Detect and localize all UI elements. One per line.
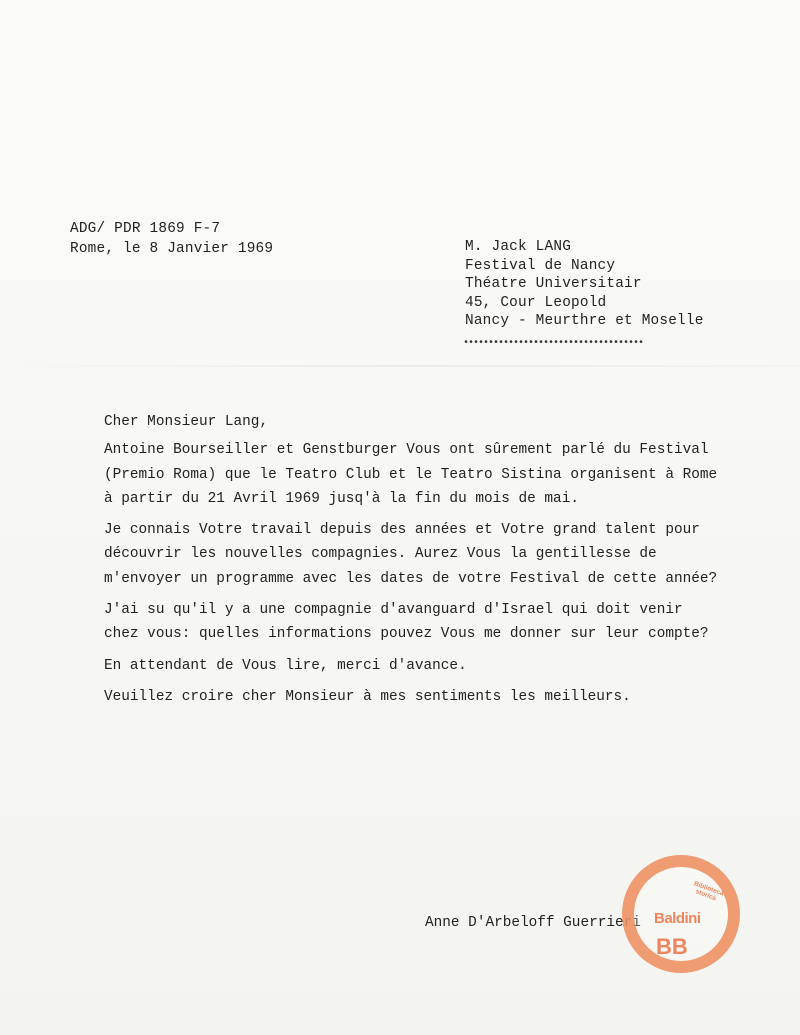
recipient-name: M. Jack LANG <box>465 239 572 255</box>
recipient-line-4: 45, Cour Leopold <box>465 294 607 311</box>
recipient-line-3: Théatre Universitair <box>465 276 642 292</box>
signature: Anne D'Arbeloff Guerrieri <box>425 915 641 931</box>
date-line: Rome, le 8 Janvier 1969 <box>70 241 274 257</box>
stamp-name: Baldini <box>654 910 701 927</box>
recipient-address <box>465 238 704 331</box>
stamp-logo-icon: BB <box>656 934 688 959</box>
paragraph-1: Antoine Bourseiller et Genstburger Vous ont sûrement parlé du Festival (Premio Roma) que le Teatro Club et le Teatro Sistina organisent à Rome à partir du 21 Avril 1969 jusq'à la fin du mois de mai. <box>104 442 718 507</box>
paragraph-2: Je connais Votre travail depuis des années et Votre grand talent pour découvrir les nouvelles compagnies. Aurez Vous la gentillesse de m'envoyer un programme avec les dates de votre Festival de cette année? <box>104 522 718 587</box>
address-underline: •••••••••••••••••••••••••••••••••••• <box>463 338 644 349</box>
paragraph-3: J'ai su qu'il y a une compagnie d'avanguard d'Israel qui doit venir chez vous: quelles informations pouvez Vous me donner sur leur compte? <box>104 602 709 643</box>
paragraph-4: En attendant de Vous lire, merci d'avance. <box>104 657 467 674</box>
recipient-line-5: Nancy - Meurthre et Moselle <box>465 313 704 329</box>
reference-line: ADG/ PDR 1869 F-7 <box>70 221 221 237</box>
library-stamp <box>622 855 740 973</box>
letter-body <box>104 410 724 716</box>
paper-fold <box>0 365 800 367</box>
paragraph-5: Veuillez croire cher Monsieur à mes sentiments les meilleurs. <box>104 688 631 705</box>
recipient-line-2: Festival de Nancy <box>465 257 616 274</box>
stamp-small-text: Biblioteca storica <box>692 880 725 903</box>
salutation: Cher Monsieur Lang, <box>104 414 269 430</box>
